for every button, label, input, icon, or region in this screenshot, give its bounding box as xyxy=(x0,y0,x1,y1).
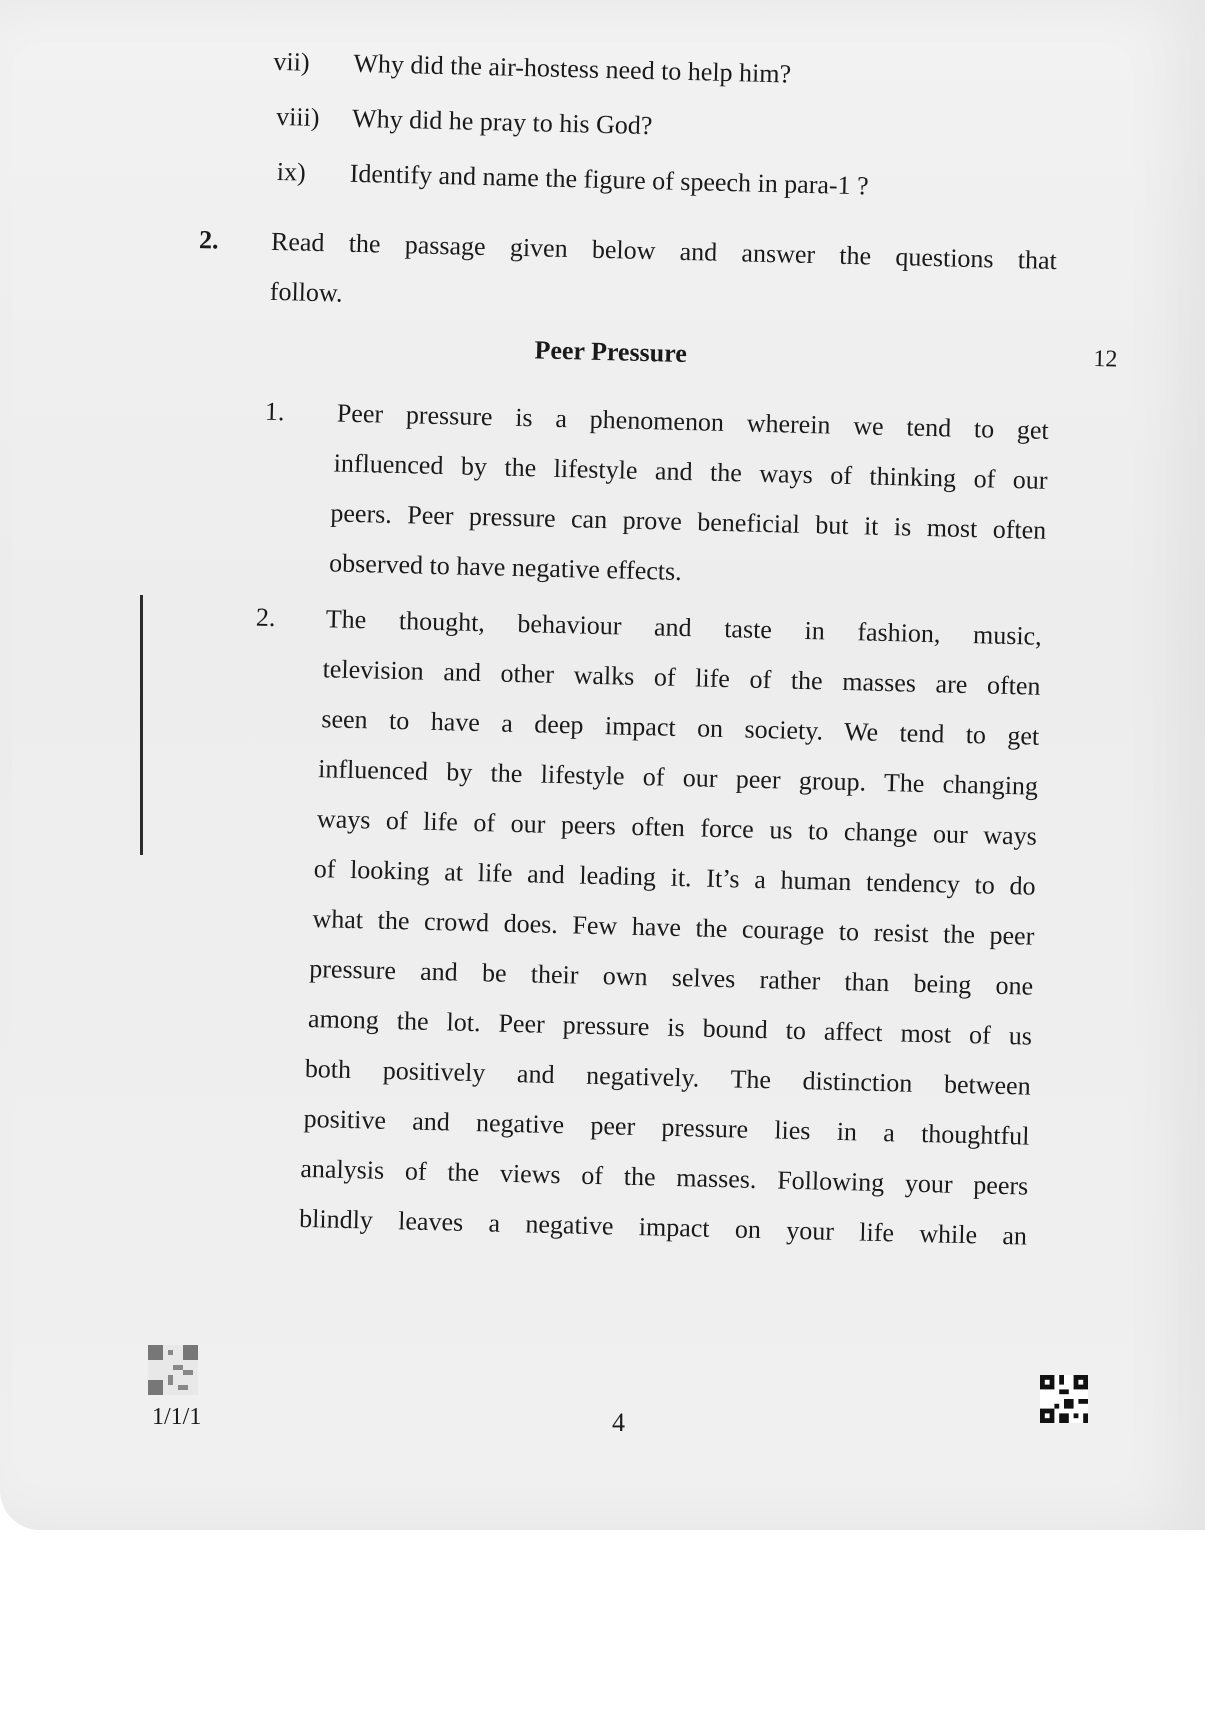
question-text: Why did he pray to his God? xyxy=(351,103,653,141)
question-number: viii) xyxy=(275,101,320,132)
passage-line: among the lot. Peer pressure is bound to affect most of us xyxy=(307,1003,1033,1051)
paper-code: 1/1/1 xyxy=(152,1404,202,1430)
passage-line: positive and negative peer pressure lies in a thoughtful xyxy=(303,1103,1030,1151)
passage-line: observed to have negative effects. xyxy=(328,548,683,586)
passage-line: of looking at life and leading it. It’s a human tendency to do xyxy=(313,854,1036,901)
question-2-number: 2. xyxy=(198,225,219,255)
margin-pen-line xyxy=(140,595,143,855)
passage-line: influenced by the lifestyle and the ways of thinking of our xyxy=(333,448,1048,495)
instruction-line: Read the passage given below and answer the questions that xyxy=(270,226,1058,276)
passage-line: seen to have a deep impact on society. We tend to get xyxy=(321,704,1040,751)
page-number: 4 xyxy=(612,1408,625,1437)
passage-line: ways of life of our peers often force us to change our ways xyxy=(316,804,1038,851)
passage-line: blindly leaves a negative impact on your life while an xyxy=(298,1203,1028,1251)
passage-line: Peer pressure is a phenomenon wherein we tend to get xyxy=(336,398,1050,445)
passage-line: analysis of the views of the masses. Following your peers xyxy=(300,1153,1029,1201)
paragraph-number: 2. xyxy=(255,602,276,633)
passage-line: peers. Peer pressure can prove beneficial but it is most often xyxy=(330,498,1047,545)
question-number: vii) xyxy=(273,46,310,77)
passage-line: both positively and negatively. The distinction between xyxy=(304,1053,1032,1101)
question-number: ix) xyxy=(276,156,307,187)
passage-line: influenced by the lifestyle of our peer group. The changing xyxy=(317,754,1039,801)
marks-label: 12 xyxy=(1093,345,1118,373)
question-text: Why did the air-hostess need to help him? xyxy=(353,48,792,89)
qr-code-icon xyxy=(1040,1375,1088,1428)
instruction-line: follow. xyxy=(269,276,343,308)
question-text: Identify and name the figure of speech in para-1 ? xyxy=(349,158,870,201)
paragraph-number: 1. xyxy=(264,396,285,427)
passage-line: The thought, behaviour and taste in fashion, music, xyxy=(325,604,1043,651)
qr-code-icon xyxy=(148,1345,198,1400)
passage-title: Peer Pressure xyxy=(534,335,688,369)
passage-line: television and other walks of life of the masses are often xyxy=(322,654,1041,701)
passage-line: what the crowd does. Few have the courage to resist the peer xyxy=(312,904,1035,951)
passage-line: pressure and be their own selves rather than being one xyxy=(308,954,1034,1001)
